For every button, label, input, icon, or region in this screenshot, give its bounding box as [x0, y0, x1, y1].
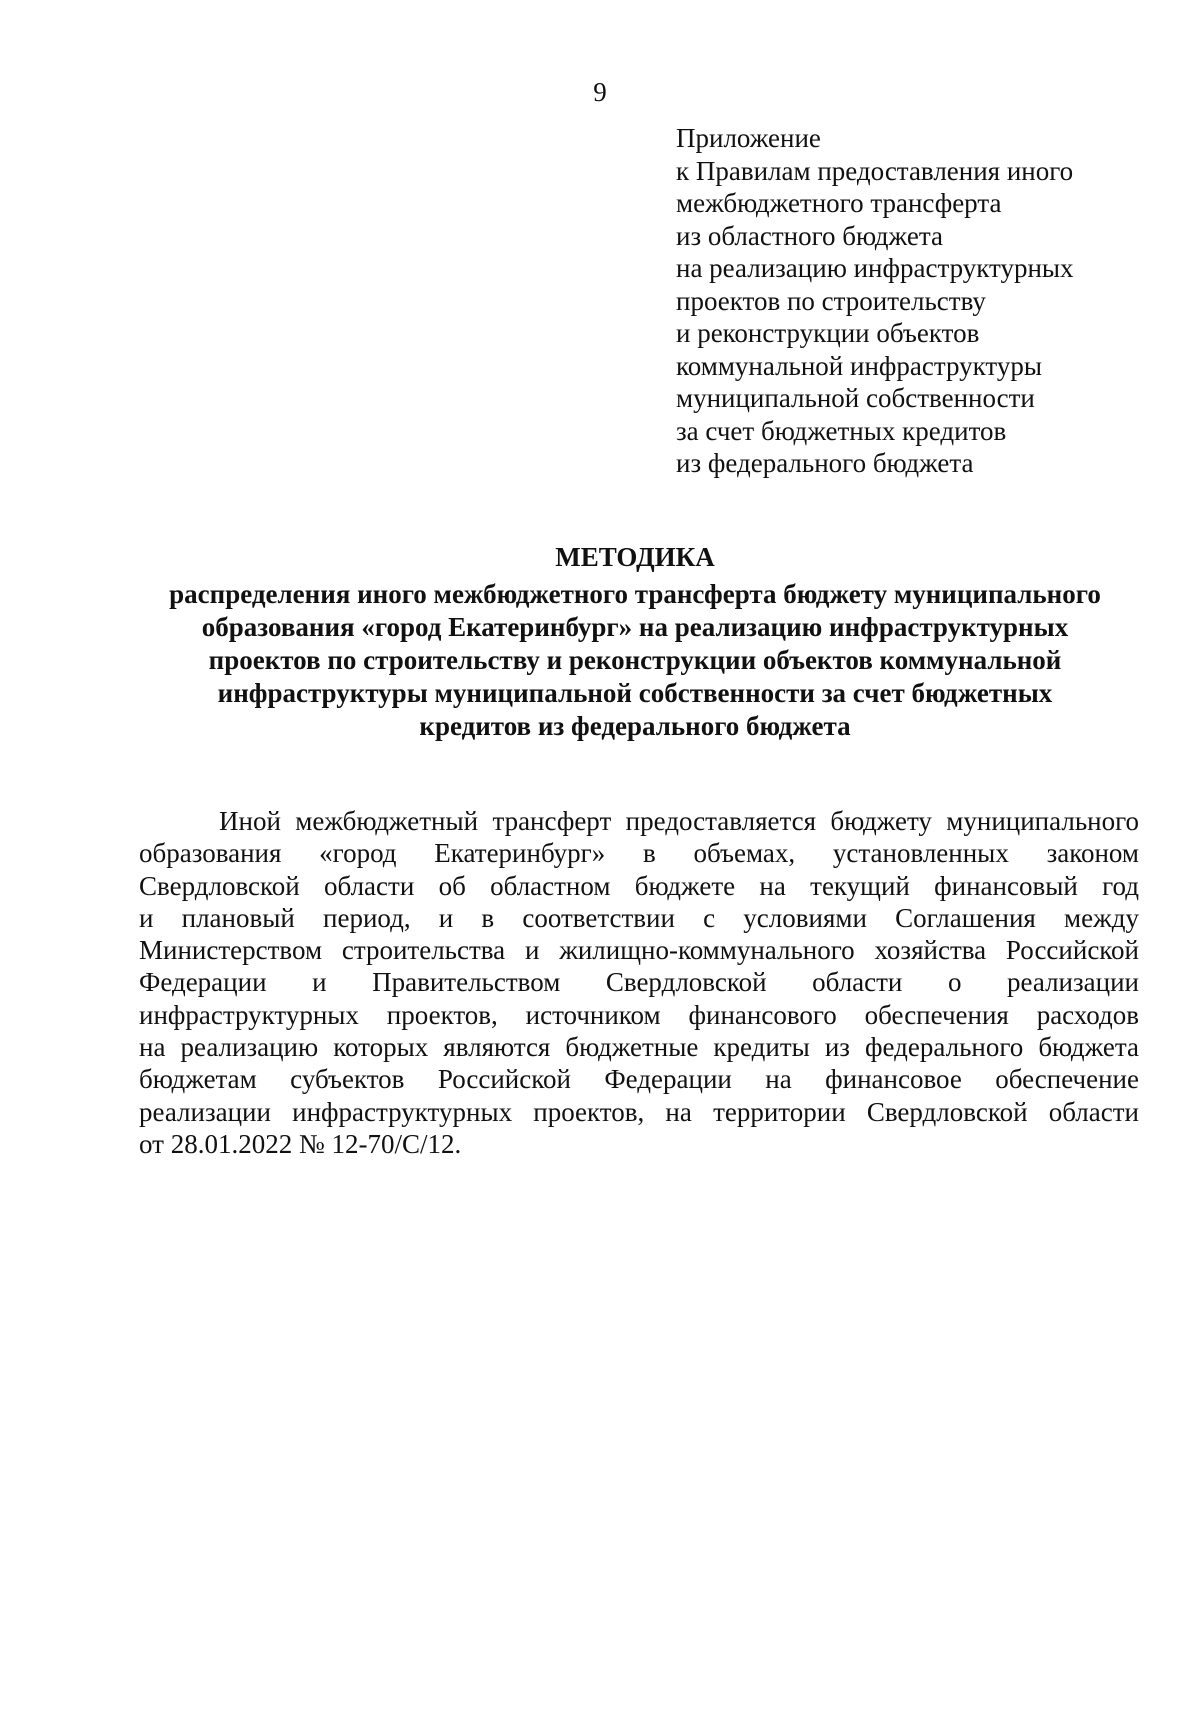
body-line: и плановый период, и в соответствии с условиями Соглашения между	[139, 902, 1139, 933]
body-line: Свердловской области об областном бюджете на текущий финансовый год	[139, 870, 1139, 901]
appendix-line: проектов по строительству	[676, 285, 986, 316]
document-subtitle	[130, 578, 1140, 743]
body-line: бюджетам субъектов Российской Федерации на финансовое обеспечение	[139, 1064, 1139, 1095]
appendix-line: муниципальной собственности	[676, 383, 1035, 413]
body-line: инфраструктурных проектов, источником финансового обеспечения расходов	[139, 999, 1139, 1030]
subtitle-line: кредитов из федерального бюджета	[419, 711, 851, 741]
body-line: от 28.01.2022 № 12-70/С/12.	[139, 1128, 462, 1159]
appendix-line: к Правилам предоставления иного	[676, 155, 1074, 186]
subtitle-line: инфраструктуры муниципальной собственности за счет бюджетных	[217, 678, 1053, 708]
subtitle-line: проектов по строительству и реконструкции объектов коммунальной	[208, 645, 1062, 675]
subtitle-line: образования «город Екатеринбург» на реализацию инфраструктурных	[201, 612, 1069, 642]
appendix-line: на реализацию инфраструктурных	[676, 253, 1074, 283]
appendix-line: коммунальной инфраструктуры	[676, 350, 1042, 381]
body-line: Иной межбюджетный трансферт предоставляется бюджету муниципального	[219, 806, 1139, 836]
body-paragraph	[139, 805, 1139, 1160]
body-line: на реализацию которых являются бюджетные кредиты из федерального бюджета	[139, 1032, 1139, 1063]
appendix-line: из федерального бюджета	[676, 448, 974, 478]
body-line: Федерации и Правительством Свердловской области о реализации	[139, 967, 1139, 998]
page-number: 9	[593, 77, 607, 107]
subtitle-line: распределения иного межбюджетного трансферта бюджету муниципального	[169, 579, 1101, 609]
document-title: МЕТОДИКА	[555, 542, 715, 572]
appendix-line: межбюджетного трансферта	[676, 188, 1002, 218]
body-line: образования «город Екатеринбург» в объемах, установленных законом	[139, 838, 1139, 869]
appendix-line: Приложение	[676, 123, 821, 153]
body-line: реализации инфраструктурных проектов, на территории Свердловской области	[139, 1096, 1139, 1127]
appendix-line: из областного бюджета	[676, 220, 943, 251]
body-line: Министерством строительства и жилищно-коммунального хозяйства Российской	[139, 935, 1139, 966]
appendix-line: за счет бюджетных кредитов	[676, 415, 1007, 446]
appendix-block	[676, 122, 1176, 480]
appendix-line: и реконструкции объектов	[676, 318, 980, 348]
